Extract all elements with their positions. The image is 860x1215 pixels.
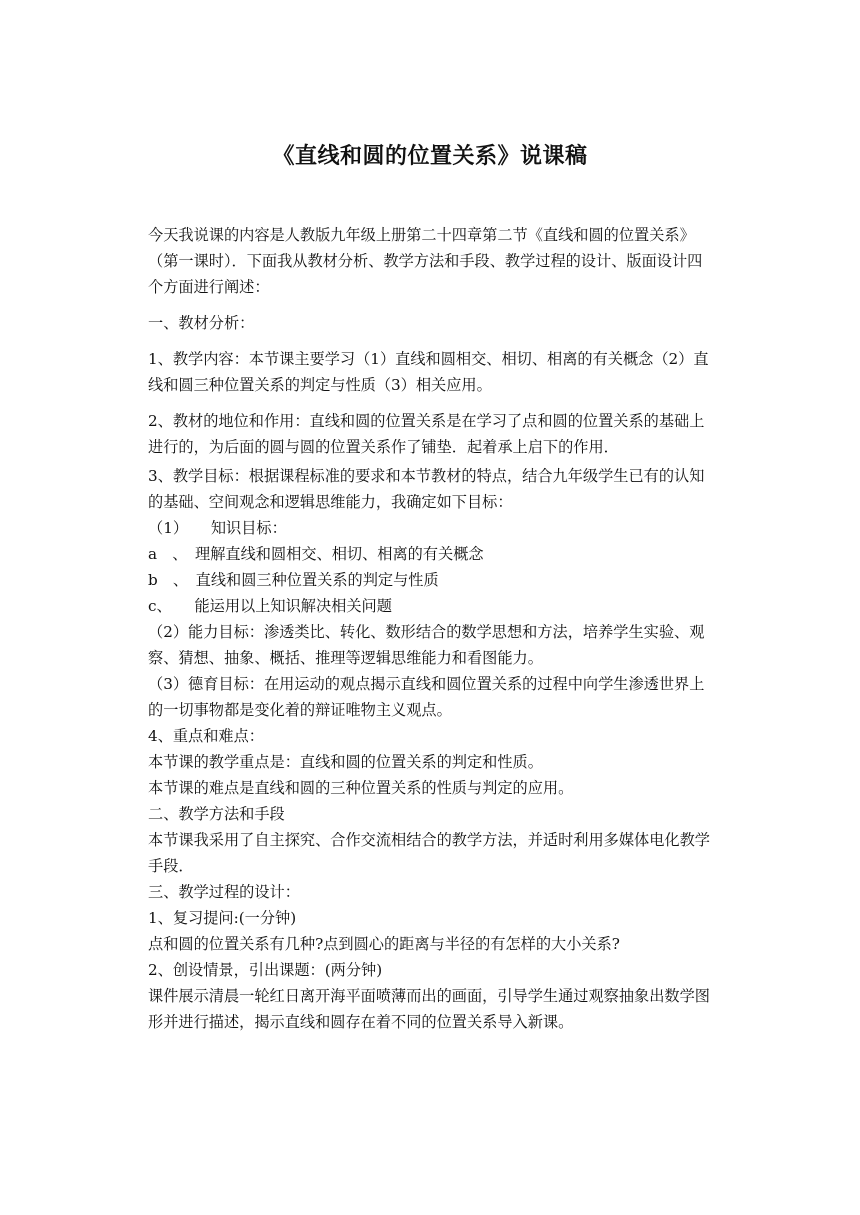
review-question-paragraph: 点和圆的位置关系有几种?点到圆心的距离与半径的有怎样的大小关系? xyxy=(148,935,620,953)
document-body xyxy=(148,222,713,1035)
intro-paragraph: 今天我说课的内容是人教版九年级上册第二十四章第二节《直线和圆的位置关系》（第一课时）．下面我从教材分析、教学方法和手段、教学过程的设计、版面设计四个方面进行阐述： xyxy=(148,226,703,296)
key-point-paragraph: 本节课的教学重点是：直线和圆的位置关系的判定和性质。 xyxy=(148,753,543,771)
scenario-paragraph: 课件展示清晨一轮红日离开海平面喷薄而出的画面，引导学生通过观察抽象出数学图形并进行描述，揭示直线和圆存在着不同的位置关系导入新课。 xyxy=(148,987,710,1031)
textbook-role-paragraph: 2、教材的地位和作用：直线和圆的位置关系是在学习了点和圆的位置关系的基础上进行的，为后面的圆与圆的位置关系作了铺垫．起着承上启下的作用． xyxy=(148,412,705,456)
key-points-heading: 4、重点和难点： xyxy=(148,727,264,745)
difficulty-paragraph: 本节课的难点是直线和圆的三种位置关系的性质与判定的应用。 xyxy=(148,779,574,797)
knowledge-goal-heading: （1） 知识目标： xyxy=(148,519,287,537)
document-title: 《直线和圆的位置关系》说课稿 xyxy=(272,144,588,169)
review-heading: 1、复习提问:(一分钟) xyxy=(148,909,297,927)
methods-paragraph: 本节课我采用了自主探究、合作交流相结合的教学方法，并适时利用多媒体电化教学手段． xyxy=(148,831,710,875)
teaching-goals-paragraph: 3、教学目标：根据课程标准的要求和本节教材的特点，结合九年级学生已有的认知的基础、空间观念和逻辑思维能力，我确定如下目标： xyxy=(148,467,705,511)
teaching-content-paragraph: 1、教学内容：本节课主要学习（1）直线和圆相交、相切、相离的有关概念（2）直线和圆三种位置关系的判定与性质（3）相关应用。 xyxy=(148,350,709,394)
section-heading-methods: 二、教学方法和手段 xyxy=(148,805,285,823)
goal-item-b: b 、 直线和圆三种位置关系的判定与性质 xyxy=(148,571,439,589)
moral-goal-paragraph: （3）德育目标：在用运动的观点揭示直线和圆位置关系的过程中向学生渗透世界上的一切事物都是变化着的辩证唯物主义观点。 xyxy=(148,675,705,719)
goal-item-c: c、 能运用以上知识解决相关问题 xyxy=(148,597,392,615)
scenario-heading: 2、创设情景，引出课题：(两分钟) xyxy=(148,961,383,979)
section-heading-textbook-analysis: 一、教材分析： xyxy=(148,314,255,332)
goal-item-a: a 、 理解直线和圆相交、相切、相离的有关概念 xyxy=(148,545,484,563)
section-heading-process: 三、教学过程的设计： xyxy=(148,883,300,901)
ability-goal-paragraph: （2）能力目标：渗透类比、转化、数形结合的数学思想和方法，培养学生实验、观察、猜想、抽象、概括、推理等逻辑思维能力和看图能力。 xyxy=(148,623,705,667)
